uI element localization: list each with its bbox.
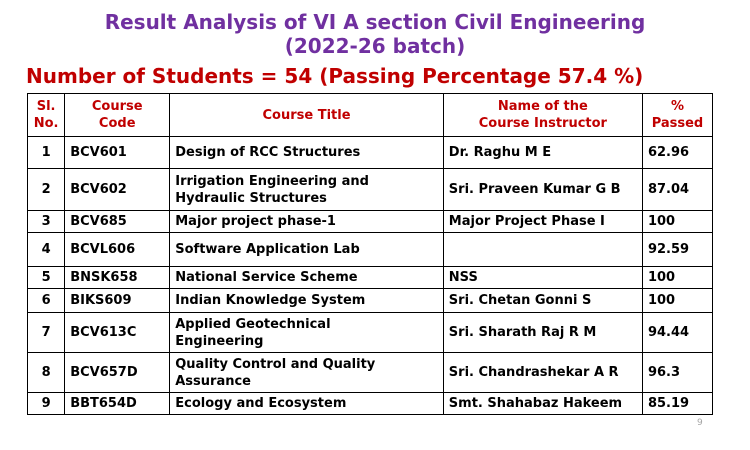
cell-instructor: Smt. Shahabaz Hakeem — [443, 393, 642, 415]
cell-course-title: National Service Scheme — [170, 267, 444, 289]
cell-percent-passed: 100 — [642, 289, 712, 313]
cell-percent-passed: 87.04 — [642, 169, 712, 211]
cell-sl-no: 2 — [28, 169, 65, 211]
table-row — [28, 313, 713, 353]
cell-instructor: Dr. Raghu M E — [443, 137, 642, 169]
cell-course-title: Indian Knowledge System — [170, 289, 444, 313]
cell-percent-passed: 96.3 — [642, 353, 712, 393]
cell-percent-passed: 100 — [642, 211, 712, 233]
cell-course-code: BCV657D — [65, 353, 170, 393]
col-header-course-code: Course Code — [65, 94, 170, 137]
cell-sl-no: 9 — [28, 393, 65, 415]
col-header-instructor: Name of the Course Instructor — [443, 94, 642, 137]
result-table — [27, 93, 713, 415]
cell-course-title: Quality Control and Quality Assurance — [170, 353, 444, 393]
cell-course-code: BNSK658 — [65, 267, 170, 289]
cell-sl-no: 5 — [28, 267, 65, 289]
table-row — [28, 233, 713, 267]
table-row — [28, 169, 713, 211]
cell-course-code: BBT654D — [65, 393, 170, 415]
page-number: 9 — [697, 418, 703, 428]
cell-sl-no: 7 — [28, 313, 65, 353]
batch-subtitle: (2022-26 batch) — [284, 34, 466, 58]
table-row — [28, 211, 713, 233]
cell-instructor: Sri. Chetan Gonni S — [443, 289, 642, 313]
col-header-sl-no: Sl. No. — [28, 94, 65, 137]
cell-instructor: Sri. Praveen Kumar G B — [443, 169, 642, 211]
cell-sl-no: 6 — [28, 289, 65, 313]
cell-sl-no: 3 — [28, 211, 65, 233]
table-row — [28, 137, 713, 169]
cell-percent-passed: 100 — [642, 267, 712, 289]
cell-course-code: BCV685 — [65, 211, 170, 233]
col-header-percent-passed: % Passed — [642, 94, 712, 137]
cell-instructor: NSS — [443, 267, 642, 289]
cell-course-title: Software Application Lab — [170, 233, 444, 267]
table-row — [28, 353, 713, 393]
table-row — [28, 289, 713, 313]
cell-percent-passed: 85.19 — [642, 393, 712, 415]
table-body — [28, 137, 713, 415]
cell-percent-passed: 92.59 — [642, 233, 712, 267]
cell-course-title: Irrigation Engineering and Hydraulic Structures — [170, 169, 444, 211]
cell-percent-passed: 94.44 — [642, 313, 712, 353]
slide-title: Result Analysis of VI A section Civil Engineering — [104, 10, 646, 34]
cell-course-code: BCV602 — [65, 169, 170, 211]
cell-percent-passed: 62.96 — [642, 137, 712, 169]
cell-course-code: BCV601 — [65, 137, 170, 169]
cell-sl-no: 1 — [28, 137, 65, 169]
cell-course-code: BCV613C — [65, 313, 170, 353]
cell-instructor: Sri. Sharath Raj R M — [443, 313, 642, 353]
cell-instructor — [443, 233, 642, 267]
cell-course-code: BIKS609 — [65, 289, 170, 313]
cell-course-title: Applied Geotechnical Engineering — [170, 313, 444, 353]
col-header-course-title: Course Title — [170, 94, 444, 137]
student-summary: Number of Students = 54 (Passing Percentage 57.4 %) — [26, 64, 644, 88]
table-row — [28, 267, 713, 289]
table-header-row — [28, 94, 713, 137]
cell-sl-no: 4 — [28, 233, 65, 267]
table-row — [28, 393, 713, 415]
cell-course-code: BCVL606 — [65, 233, 170, 267]
cell-course-title: Ecology and Ecosystem — [170, 393, 444, 415]
cell-sl-no: 8 — [28, 353, 65, 393]
cell-course-title: Design of RCC Structures — [170, 137, 444, 169]
cell-instructor: Sri. Chandrashekar A R — [443, 353, 642, 393]
cell-course-title: Major project phase-1 — [170, 211, 444, 233]
cell-instructor: Major Project Phase I — [443, 211, 642, 233]
